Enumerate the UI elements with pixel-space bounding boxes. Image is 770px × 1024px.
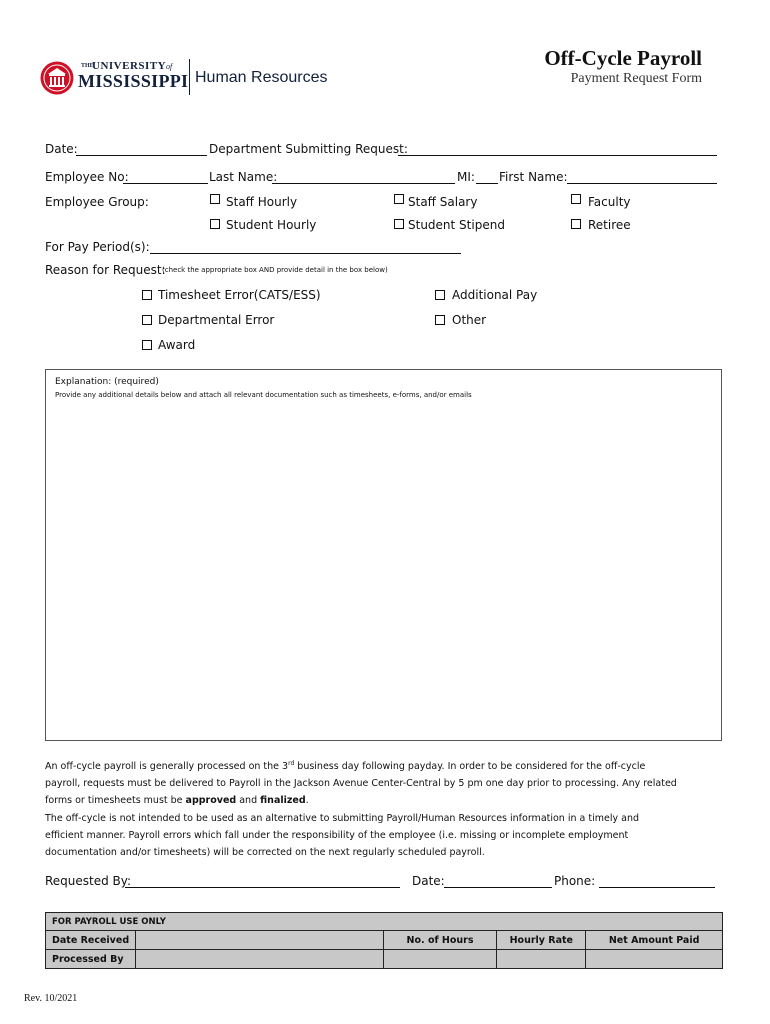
other-label: Other: [452, 313, 487, 327]
logo-university: UNIVERSITY: [92, 60, 167, 72]
staff-salary-label: Staff Salary: [408, 195, 478, 209]
signature-date-label: Date:: [412, 874, 445, 888]
explanation-title: Explanation: (required): [55, 377, 159, 387]
no-of-hours-cell[interactable]: [383, 950, 497, 969]
university-logo: [40, 58, 345, 100]
net-amount-paid-label: Net Amount Paid: [586, 931, 723, 950]
staff-hourly-checkbox[interactable]: [210, 194, 220, 204]
first-name-field[interactable]: [567, 183, 717, 184]
department-field[interactable]: [398, 155, 717, 156]
logo-divider: [189, 59, 190, 95]
department-label: Department Submitting Request:: [209, 142, 408, 156]
phone-label: Phone:: [554, 874, 596, 888]
student-stipend-label: Student Stipend: [408, 218, 505, 232]
reason-note: (check the appropriate box AND provide detail in the box below): [162, 266, 388, 274]
paragraph1-finalized: finalized: [260, 795, 306, 807]
revision-label: Rev. 10/2021: [24, 993, 78, 1004]
payroll-timing-paragraph: [45, 755, 735, 809]
award-label: Award: [158, 338, 196, 352]
faculty-checkbox[interactable]: [571, 194, 581, 204]
payroll-row-date: [46, 931, 723, 950]
student-hourly-checkbox[interactable]: [210, 219, 220, 229]
phone-field[interactable]: [599, 887, 715, 888]
paragraph1-a: An off-cycle payroll is generally processed on the 3: [45, 761, 289, 773]
logo-mississippi: MISSISSIPPI: [78, 71, 189, 91]
paragraph1-sup: rd: [288, 760, 295, 767]
employee-no-field[interactable]: [123, 183, 208, 184]
explanation-hint: Provide any additional details below and attach all relevant documentation such as timesheets, e-forms, and/or emails: [55, 391, 472, 399]
mi-field[interactable]: [476, 183, 498, 184]
paragraph1-and: and: [236, 795, 261, 807]
pay-period-field[interactable]: [150, 253, 461, 254]
mi-label: MI:: [457, 170, 475, 184]
faculty-label: Faculty: [588, 195, 631, 209]
timesheet-error-label: Timesheet Error(CATS/ESS): [158, 288, 321, 302]
student-hourly-label: Student Hourly: [226, 218, 317, 232]
form-title: Off-Cycle Payroll: [544, 46, 702, 70]
payroll-table-title: FOR PAYROLL USE ONLY: [46, 913, 723, 931]
hourly-rate-cell[interactable]: [497, 950, 586, 969]
employee-no-label: Employee No:: [45, 170, 129, 184]
employee-group-label: Employee Group:: [45, 195, 149, 209]
date-received-cell[interactable]: [136, 931, 384, 950]
staff-hourly-label: Staff Hourly: [226, 195, 298, 209]
paragraph1-c: forms or timesheets must be: [45, 795, 186, 807]
timesheet-error-checkbox[interactable]: [142, 290, 152, 300]
departmental-error-label: Departmental Error: [158, 313, 275, 327]
paragraph1-end: .: [305, 795, 309, 807]
processed-by-cell[interactable]: [136, 950, 384, 969]
additional-pay-checkbox[interactable]: [435, 290, 445, 300]
payroll-use-table: [45, 912, 723, 969]
staff-salary-checkbox[interactable]: [394, 194, 404, 204]
logo-the: THE: [81, 63, 94, 69]
award-checkbox[interactable]: [142, 340, 152, 350]
paragraph2-line3: documentation and/or timesheets) will be corrected on the next regularly scheduled payroll.: [45, 847, 485, 858]
date-field[interactable]: [76, 155, 207, 156]
paragraph1-b: business day following payday. In order to be considered for the off-cycle: [294, 761, 646, 773]
net-amount-paid-cell[interactable]: [586, 950, 723, 969]
additional-pay-label: Additional Pay: [452, 288, 538, 302]
payroll-policy-paragraph: [45, 810, 735, 861]
date-received-label: Date Received: [46, 931, 136, 950]
retiree-checkbox[interactable]: [571, 219, 581, 229]
requested-by-field[interactable]: [125, 887, 400, 888]
payroll-row-processed: [46, 950, 723, 969]
paragraph1-line2: payroll, requests must be delivered to Payroll in the Jackson Avenue Center-Central by 5 pm one day prior to processing. Any related: [45, 778, 677, 790]
university-seal-icon: [40, 60, 74, 96]
last-name-label: Last Name:: [209, 170, 278, 184]
paragraph2-line2: efficient manner. Payroll errors which fall under the responsibility of the employee (i.e. missing or incomplete employment: [45, 830, 629, 841]
explanation-box[interactable]: [45, 369, 722, 741]
no-of-hours-label: No. of Hours: [383, 931, 497, 950]
hourly-rate-label: Hourly Rate: [497, 931, 586, 950]
form-subtitle: Payment Request Form: [570, 71, 702, 86]
first-name-label: First Name:: [499, 170, 568, 184]
retiree-label: Retiree: [588, 218, 631, 232]
payroll-title-row: [46, 913, 723, 931]
student-stipend-checkbox[interactable]: [394, 219, 404, 229]
other-checkbox[interactable]: [435, 315, 445, 325]
paragraph2-line1: The off-cycle is not intended to be used as an alternative to submitting Payroll/Human Resources information in a timely and: [45, 813, 639, 824]
pay-period-label: For Pay Period(s):: [45, 240, 150, 254]
signature-date-field[interactable]: [444, 887, 552, 888]
reason-label: Reason for Request:: [45, 263, 166, 277]
processed-by-label: Processed By: [46, 950, 136, 969]
departmental-error-checkbox[interactable]: [142, 315, 152, 325]
logo-of: of: [166, 62, 173, 71]
paragraph1-approved: approved: [185, 795, 237, 807]
date-label: Date:: [45, 142, 78, 156]
last-name-field[interactable]: [272, 183, 455, 184]
requested-by-label: Requested By:: [45, 874, 132, 888]
logo-department: Human Resources: [195, 69, 328, 86]
